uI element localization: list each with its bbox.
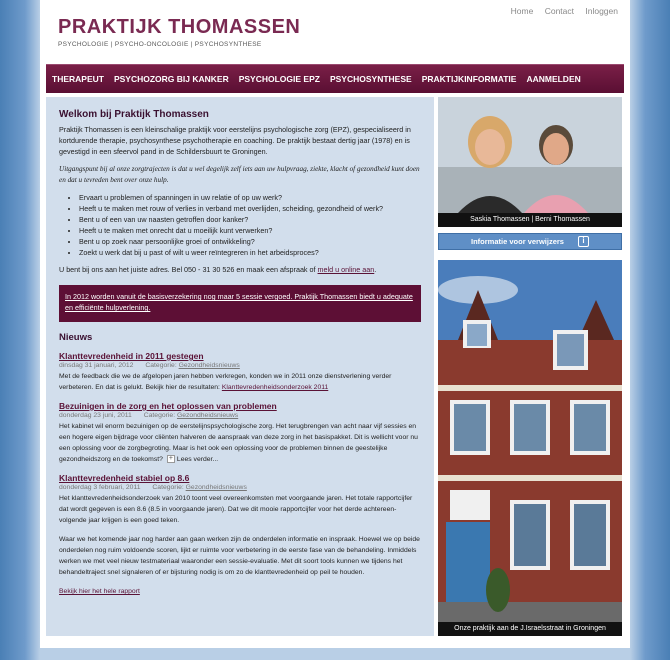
nav-item-aanmelden[interactable]: AANMELDEN	[526, 74, 581, 84]
news-body: Met de feedback die we de afgelopen jaren hebben verkregen, konden we in 2011 onze dienstverlening verder verbeteren. En dat is gelukt. Bekijk hier de resultaten: Klanttevredenheidsonderzoek 2011	[59, 373, 392, 391]
category-link[interactable]: Gezondheidsnieuws	[185, 484, 247, 491]
news-title-link[interactable]: Klanttevredenheid in 2011 gestegen	[59, 351, 204, 361]
building-caption: Onze praktijk aan de J.Israelsstraat in Groningen	[438, 622, 622, 636]
nav-item-therapeut[interactable]: THERAPEUT	[52, 74, 104, 84]
category-link[interactable]: Gezondheidsnieuws	[178, 362, 240, 369]
top-links	[502, 6, 618, 16]
news-meta: dinsdag 31 januari, 2012 Categorie: Gezondheidsnieuws	[59, 362, 240, 369]
notice-banner[interactable]	[59, 285, 421, 322]
list-item: • Heeft u te maken met onrecht dat u moeilijk kunt verwerken?	[79, 225, 421, 236]
cta-paragraph: U bent bij ons aan het juiste adres. Bel 050 - 31 30 526 en maak een afspraak of meld u online aan.	[59, 265, 377, 274]
news-item	[59, 473, 421, 597]
sidebar	[438, 97, 624, 636]
list-item: • Bent u op zoek naar persoonlijke groei of ontwikkeling?	[79, 236, 421, 247]
main-nav	[46, 64, 624, 93]
nav-item-psychozorg[interactable]: PSYCHOZORG BIJ KANKER	[113, 74, 229, 84]
logo[interactable]	[58, 16, 300, 48]
info-icon: i	[578, 236, 589, 247]
owners-caption: Saskia Thomassen | Berni Thomassen	[438, 213, 622, 227]
news-body: Het klanttevredenheidsonderzoek van 2010 toont veel overeenkomsten met voorgaande jaren. Het totale rapportcijfer dat wordt gegeven is een 8.6 (8.5 in voorgaande jaren). Dat we dit mooie rapportcijfer voor het derde achtereen-volgende jaar krijgen is een goed teken.	[59, 495, 413, 524]
login-link[interactable]: Inloggen	[585, 6, 618, 16]
news-heading: Nieuws	[59, 332, 93, 343]
page-title: Welkom bij Praktijk Thomassen	[59, 109, 209, 120]
list-item: • Heeft u te maken met rouw of verlies in verband met overlijden, scheiding, gezondheid of werk?	[79, 203, 421, 214]
full-report-link[interactable]: Bekijk hier het hele rapport	[59, 588, 140, 595]
owners-photo-art	[438, 97, 622, 227]
list-item: • Ervaart u problemen of spanningen in uw relatie of op uw werk?	[79, 192, 421, 203]
nav-item-psychosynthese[interactable]: PSYCHOSYNTHESE	[329, 74, 412, 84]
list-item: • Zoekt u werk dat bij u past of wilt u weer reïntegreren in het arbeidsproces?	[79, 247, 421, 258]
survey-2011-link[interactable]: Klanttevredenheidsonderzoek 2011	[221, 384, 329, 391]
notice-text[interactable]: In 2012 worden vanuit de basisverzekering nog maar 5 sessie vergoed. Praktijk Thomassen biedt u adequate en efficiënte hulpverlening.	[65, 292, 413, 312]
question-list	[79, 192, 421, 258]
building-photo-art	[438, 260, 622, 636]
contact-link[interactable]: Contact	[544, 6, 574, 16]
expand-icon[interactable]: +	[168, 455, 173, 463]
intro-text: Praktijk Thomassen is een kleinschalige praktijk voor eerstelijns psychologische zorg (EPZ), gespecialiseerd in kortdurende therapie, psychosynthese psychotherapie en coaching. De praktijk bestaat dertig jaar (1978) en is gevestigd in een sfeervol pand in de Schildersbuurt te Groningen.	[59, 125, 411, 156]
news-item	[59, 351, 421, 393]
logo-name: PRAKTIJK THOMASSEN	[58, 16, 301, 38]
register-online-link[interactable]: meld u online aan	[317, 265, 375, 274]
page	[40, 0, 630, 648]
nav-item-praktijkinformatie[interactable]: PRAKTIJKINFORMATIE	[421, 74, 517, 84]
news-body-2: Waar we het komende jaar nog harder aan gaan werken zijn de onderdelen informatie en inspraak. Hoewel we op beide onderdelen nog ruim voldoende scoren, lijkt er ruimte voor verbetering in de eerste fase van de behandeling. Inmiddels werken we met veel nieuw testmateriaal waaronder een sessie-evaluatie. Met dit soort tools kunnen we tijdens het behandeltraject snel signaleren of er bijsturing nodig is om zo de klanttevredenheid op peil te houden.	[59, 536, 420, 576]
news-meta: donderdag 3 februari, 2011 Categorie: Gezondheidsnieuws	[59, 484, 247, 491]
news-item	[59, 401, 421, 465]
news-meta: donderdag 23 juni, 2011 Categorie: Gezondheidsnieuws	[59, 412, 239, 419]
quote-text: Uitgangspunt bij al onze zorgtrajecten is dat u wel degelijk zelf iets aan uw hulpvraag, ziekte, klacht of gezondheid kunt doen en dat u tevreden bent over onze hulp.	[59, 165, 420, 184]
referrer-info-button[interactable]: Informatie voor verwijzers i	[438, 233, 622, 250]
owners-photo	[438, 97, 622, 227]
main-content	[46, 97, 434, 636]
building-photo	[438, 260, 622, 636]
news-body: Het kabinet wil enorm bezuinigen op de eerstelijnspsychologische zorg. Het terugbrengen van acht naar vijf sessies en een hogere eigen bijdrage voor cliënten halveren de aanspraak van deze zorg in het basispakket. Dit is wellicht voor nu een oplossing voor de zorgbegroting. Maar is het ook een oplossing voor de problemen binnen de geestelijke gezondheidszorg en de toekomst? + Lees verder...	[59, 423, 418, 463]
list-item: • Bent u of een van uw naasten getroffen door kanker?	[79, 214, 421, 225]
news-title-link[interactable]: Klanttevredenheid stabiel op 8.6	[59, 473, 190, 483]
category-link[interactable]: Gezondheidsnieuws	[176, 412, 239, 419]
home-link[interactable]: Home	[510, 6, 534, 16]
read-more-link[interactable]: Lees verder...	[176, 456, 219, 463]
logo-tagline: PSYCHOLOGIE | PSYCHO-ONCOLOGIE | PSYCHOSYNTHESE	[58, 41, 262, 48]
nav-item-psychologie-epz[interactable]: PSYCHOLOGIE EPZ	[238, 74, 320, 84]
news-title-link[interactable]: Bezuinigen in de zorg en het oplossen van problemen	[59, 401, 277, 411]
